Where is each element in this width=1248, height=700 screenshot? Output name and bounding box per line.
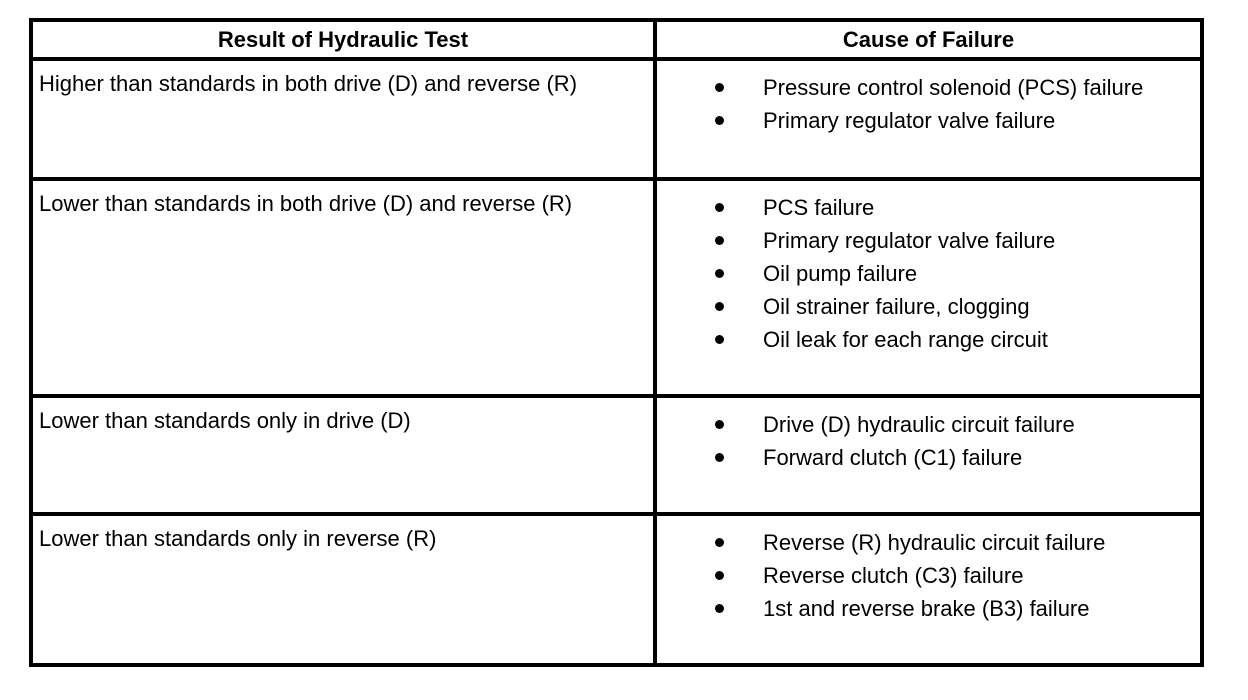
bullet-icon bbox=[715, 236, 724, 245]
cause-item bbox=[657, 290, 1200, 323]
cause-text: Primary regulator valve failure bbox=[763, 108, 1056, 133]
result-column-header: Result of Hydraulic Test bbox=[31, 20, 655, 59]
cause-text: Oil pump failure bbox=[763, 261, 918, 286]
cause-text: Reverse clutch (C3) failure bbox=[763, 563, 1024, 588]
cause-text: PCS failure bbox=[763, 195, 875, 220]
bullet-icon bbox=[715, 116, 724, 125]
cause-cell bbox=[655, 179, 1202, 396]
bullet-icon bbox=[715, 604, 724, 613]
bullet-icon bbox=[715, 302, 724, 311]
table-row bbox=[31, 179, 1202, 396]
bullet-icon bbox=[715, 269, 724, 278]
cause-text: 1st and reverse brake (B3) failure bbox=[763, 596, 1090, 621]
result-cell: Lower than standards only in drive (D) bbox=[31, 396, 655, 514]
header-row bbox=[31, 20, 1202, 59]
bullet-icon bbox=[715, 453, 724, 462]
cause-column-header: Cause of Failure bbox=[655, 20, 1202, 59]
bullet-icon bbox=[715, 203, 724, 212]
cause-list bbox=[657, 71, 1200, 137]
cause-text: Drive (D) hydraulic circuit failure bbox=[763, 412, 1075, 437]
result-cell: Lower than standards only in reverse (R) bbox=[31, 514, 655, 665]
cause-item bbox=[657, 191, 1200, 224]
result-cell: Higher than standards in both drive (D) and reverse (R) bbox=[31, 59, 655, 179]
cause-item bbox=[657, 408, 1200, 441]
cause-cell bbox=[655, 396, 1202, 514]
cause-item bbox=[657, 559, 1200, 592]
cause-cell bbox=[655, 514, 1202, 665]
bullet-icon bbox=[715, 571, 724, 580]
cause-item bbox=[657, 71, 1200, 104]
result-cell: Lower than standards in both drive (D) and reverse (R) bbox=[31, 179, 655, 396]
table-row bbox=[31, 396, 1202, 514]
cause-item bbox=[657, 104, 1200, 137]
bullet-icon bbox=[715, 420, 724, 429]
cause-text: Primary regulator valve failure bbox=[763, 228, 1056, 253]
cause-item bbox=[657, 592, 1200, 625]
cause-item bbox=[657, 323, 1200, 356]
bullet-icon bbox=[715, 335, 724, 344]
cause-text: Oil leak for each range circuit bbox=[763, 327, 1048, 352]
bullet-icon bbox=[715, 538, 724, 547]
cause-item bbox=[657, 441, 1200, 474]
bullet-icon bbox=[715, 83, 724, 92]
cause-item bbox=[657, 224, 1200, 257]
cause-list bbox=[657, 191, 1200, 356]
table-row bbox=[31, 514, 1202, 665]
cause-text: Reverse (R) hydraulic circuit failure bbox=[763, 530, 1106, 555]
cause-text: Forward clutch (C1) failure bbox=[763, 445, 1023, 470]
cause-cell bbox=[655, 59, 1202, 179]
table-row bbox=[31, 59, 1202, 179]
cause-list bbox=[657, 526, 1200, 625]
cause-item bbox=[657, 526, 1200, 559]
cause-text: Oil strainer failure, clogging bbox=[763, 294, 1030, 319]
cause-item bbox=[657, 257, 1200, 290]
hydraulic-test-table bbox=[29, 18, 1204, 667]
cause-list bbox=[657, 408, 1200, 474]
cause-text: Pressure control solenoid (PCS) failure bbox=[763, 75, 1144, 100]
